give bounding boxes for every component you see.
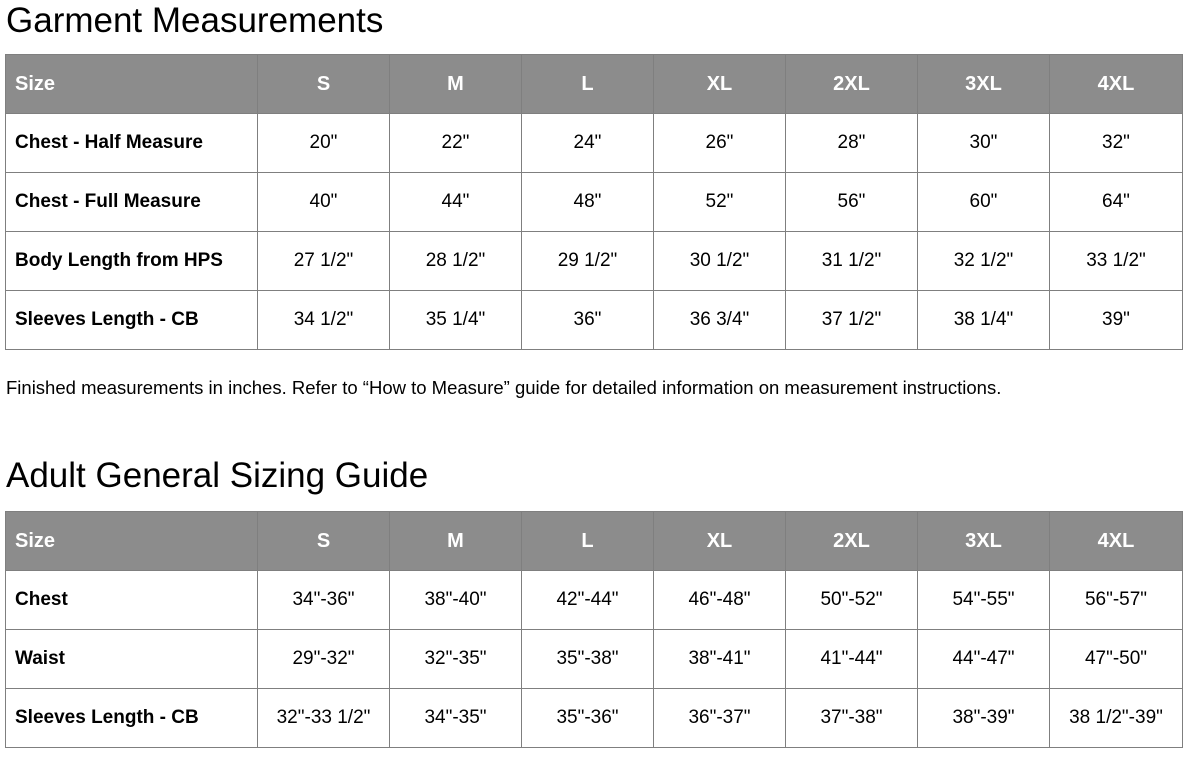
measurement-cell: 39" bbox=[1050, 291, 1183, 350]
measurement-cell: 22" bbox=[390, 114, 522, 173]
measurement-cell: 38 1/4" bbox=[918, 291, 1050, 350]
table-row bbox=[6, 689, 1183, 748]
measurement-cell: 34"-36" bbox=[258, 571, 390, 630]
garment-measurements-title: Garment Measurements bbox=[6, 1, 384, 40]
size-header-2xl: 2XL bbox=[786, 55, 918, 114]
row-label: Chest - Half Measure bbox=[6, 114, 258, 173]
row-label: Sleeves Length - CB bbox=[6, 689, 258, 748]
size-header-l: L bbox=[522, 512, 654, 571]
table-row bbox=[6, 232, 1183, 291]
measurement-footnote: Finished measurements in inches. Refer to “How to Measure” guide for detailed information on measurement instructions. bbox=[6, 377, 1002, 398]
measurement-cell: 40" bbox=[258, 173, 390, 232]
measurement-cell: 29 1/2" bbox=[522, 232, 654, 291]
measurement-cell: 56"-57" bbox=[1050, 571, 1183, 630]
measurement-cell: 38 1/2"-39" bbox=[1050, 689, 1183, 748]
measurement-cell: 27 1/2" bbox=[258, 232, 390, 291]
size-header-s: S bbox=[258, 55, 390, 114]
measurement-cell: 41"-44" bbox=[786, 630, 918, 689]
size-header-l: L bbox=[522, 55, 654, 114]
measurement-cell: 36"-37" bbox=[654, 689, 786, 748]
size-header-3xl: 3XL bbox=[918, 512, 1050, 571]
row-label: Body Length from HPS bbox=[6, 232, 258, 291]
size-column-header: Size bbox=[6, 512, 258, 571]
measurement-cell: 33 1/2" bbox=[1050, 232, 1183, 291]
measurement-cell: 31 1/2" bbox=[786, 232, 918, 291]
measurement-cell: 34"-35" bbox=[390, 689, 522, 748]
measurement-cell: 50"-52" bbox=[786, 571, 918, 630]
size-header-xl: XL bbox=[654, 55, 786, 114]
measurement-cell: 30" bbox=[918, 114, 1050, 173]
garment-measurements-table bbox=[5, 54, 1183, 350]
measurement-cell: 54"-55" bbox=[918, 571, 1050, 630]
measurement-cell: 20" bbox=[258, 114, 390, 173]
measurement-cell: 38"-39" bbox=[918, 689, 1050, 748]
measurement-cell: 29"-32" bbox=[258, 630, 390, 689]
table-row bbox=[6, 173, 1183, 232]
size-header-m: M bbox=[390, 55, 522, 114]
row-label: Chest bbox=[6, 571, 258, 630]
measurement-cell: 44" bbox=[390, 173, 522, 232]
size-header-4xl: 4XL bbox=[1050, 512, 1183, 571]
measurement-cell: 32"-33 1/2" bbox=[258, 689, 390, 748]
measurement-cell: 35 1/4" bbox=[390, 291, 522, 350]
measurement-cell: 47"-50" bbox=[1050, 630, 1183, 689]
adult-sizing-guide-title: Adult General Sizing Guide bbox=[6, 456, 429, 495]
measurement-cell: 35"-36" bbox=[522, 689, 654, 748]
measurement-cell: 34 1/2" bbox=[258, 291, 390, 350]
row-label: Waist bbox=[6, 630, 258, 689]
size-header-m: M bbox=[390, 512, 522, 571]
measurement-cell: 36 3/4" bbox=[654, 291, 786, 350]
table-row bbox=[6, 114, 1183, 173]
measurement-cell: 38"-40" bbox=[390, 571, 522, 630]
size-header-4xl: 4XL bbox=[1050, 55, 1183, 114]
measurement-cell: 26" bbox=[654, 114, 786, 173]
table-header-row bbox=[6, 512, 1183, 571]
measurement-cell: 32"-35" bbox=[390, 630, 522, 689]
row-label: Sleeves Length - CB bbox=[6, 291, 258, 350]
measurement-cell: 37 1/2" bbox=[786, 291, 918, 350]
size-header-xl: XL bbox=[654, 512, 786, 571]
measurement-cell: 37"-38" bbox=[786, 689, 918, 748]
adult-sizing-guide-table bbox=[5, 511, 1183, 748]
size-header-2xl: 2XL bbox=[786, 512, 918, 571]
table-row bbox=[6, 571, 1183, 630]
measurement-cell: 24" bbox=[522, 114, 654, 173]
measurement-cell: 36" bbox=[522, 291, 654, 350]
measurement-cell: 38"-41" bbox=[654, 630, 786, 689]
measurement-cell: 42"-44" bbox=[522, 571, 654, 630]
measurement-cell: 35"-38" bbox=[522, 630, 654, 689]
measurement-cell: 30 1/2" bbox=[654, 232, 786, 291]
measurement-cell: 44"-47" bbox=[918, 630, 1050, 689]
measurement-cell: 48" bbox=[522, 173, 654, 232]
measurement-cell: 60" bbox=[918, 173, 1050, 232]
size-column-header: Size bbox=[6, 55, 258, 114]
table-header-row bbox=[6, 55, 1183, 114]
size-header-s: S bbox=[258, 512, 390, 571]
measurement-cell: 28 1/2" bbox=[390, 232, 522, 291]
table-row bbox=[6, 630, 1183, 689]
measurement-cell: 28" bbox=[786, 114, 918, 173]
table-row bbox=[6, 291, 1183, 350]
size-header-3xl: 3XL bbox=[918, 55, 1050, 114]
measurement-cell: 32 1/2" bbox=[918, 232, 1050, 291]
measurement-cell: 52" bbox=[654, 173, 786, 232]
measurement-cell: 46"-48" bbox=[654, 571, 786, 630]
measurement-cell: 32" bbox=[1050, 114, 1183, 173]
measurement-cell: 64" bbox=[1050, 173, 1183, 232]
row-label: Chest - Full Measure bbox=[6, 173, 258, 232]
measurement-cell: 56" bbox=[786, 173, 918, 232]
